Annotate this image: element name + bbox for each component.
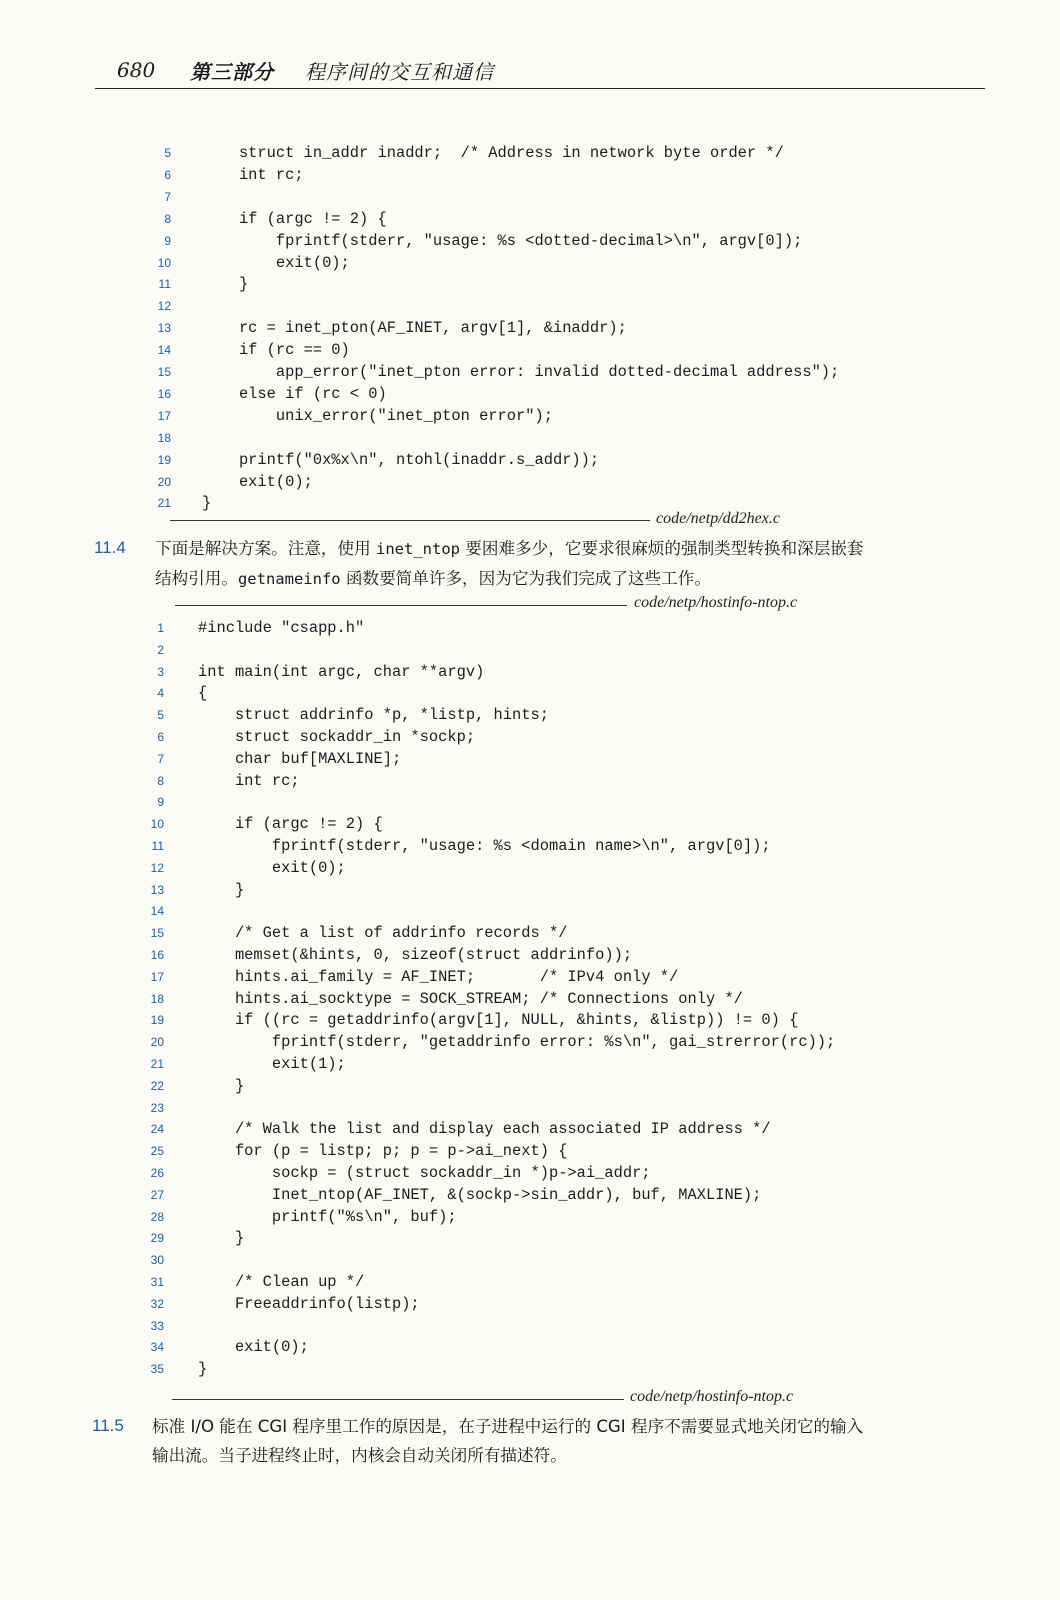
code-line <box>0 427 1060 449</box>
page-header <box>95 52 985 89</box>
code-text: fprintf(stderr, "usage: %s <dotted-decimal>\n", argv[0]); <box>202 231 803 250</box>
line-number: 1 <box>157 621 164 635</box>
code-text: exit(1); <box>198 1055 346 1073</box>
code-line <box>0 1336 1060 1358</box>
code-text: } <box>198 880 245 899</box>
answer-11-5-line-1: 标准 I/O 能在 CGI 程序里工作的原因是，在子进程中运行的 CGI 程序不需要显式地关闭它的输入 <box>152 1417 864 1436</box>
code-text: hints.ai_family = AF_INET; /* IPv4 only */ <box>198 967 679 986</box>
code-text: struct addrinfo *p, *listp, hints; <box>198 706 549 725</box>
code-term-inet-ntop: inet_ntop <box>376 540 460 558</box>
code-line <box>0 1184 1060 1206</box>
code-text: printf("0x%x\n", ntohl(inaddr.s_addr)); <box>202 450 600 469</box>
code-text: struct sockaddr_in *sockp; <box>198 728 476 746</box>
code-text: sockp = (struct sockaddr_in *)p->ai_addr; <box>198 1164 651 1182</box>
code-text: struct in_addr inaddr; /* Address in network byte order */ <box>202 144 784 162</box>
line-number: 7 <box>157 751 164 766</box>
code-line <box>0 1075 1060 1097</box>
code-line <box>0 1140 1060 1162</box>
code-line <box>0 1249 1060 1271</box>
code-line <box>0 295 1060 317</box>
code-line <box>0 1097 1060 1119</box>
line-number: 9 <box>157 795 164 810</box>
code-line <box>0 1293 1060 1315</box>
line-number: 14 <box>150 904 164 919</box>
answer-number-11-5: 11.5 <box>92 1416 124 1435</box>
line-number: 17 <box>150 969 164 984</box>
line-number: 15 <box>157 365 171 379</box>
code-line <box>0 988 1060 1010</box>
code-text: char buf[MAXLINE]; <box>198 749 402 768</box>
code-line <box>0 383 1060 405</box>
code-line <box>0 230 1060 252</box>
code-text: } <box>198 1229 245 1248</box>
answer-11-4-line-1: 下面是解决方案。注意，使用 inet_ntop 要困难多少，它要求很麻烦的强制类型转换和深层嵌套 <box>155 539 864 558</box>
line-number: 24 <box>150 1122 164 1137</box>
line-number: 8 <box>157 773 164 788</box>
code-text: if (rc == 0) <box>202 341 350 360</box>
line-number: 13 <box>157 321 171 336</box>
answer-11-5-text <box>152 1412 1002 1470</box>
line-number: 26 <box>150 1166 164 1180</box>
code-line <box>0 748 1060 770</box>
code-filename-hostinfo-bottom: code/netp/hostinfo-ntop.c <box>630 1388 794 1405</box>
code-line <box>0 1271 1060 1293</box>
code-text: exit(0); <box>202 472 313 491</box>
code-line <box>0 682 1060 704</box>
answer-11-5-line-2: 输出流。当子进程终止时，内核会自动关闭所有描述符。 <box>152 1446 567 1465</box>
code-text: unix_error("inet_pton error"); <box>202 406 553 425</box>
line-number: 16 <box>157 386 171 401</box>
line-number: 9 <box>164 233 171 248</box>
line-number: 12 <box>157 299 171 314</box>
code-filename-dd2hex: code/netp/dd2hex.c <box>656 510 780 527</box>
code-line <box>0 273 1060 295</box>
line-number: 18 <box>150 991 164 1006</box>
chapter-title: 程序间的交互和通信 <box>305 60 494 84</box>
line-number: 29 <box>150 1231 164 1246</box>
code-line <box>0 317 1060 339</box>
code-text: if ((rc = getaddrinfo(argv[1], NULL, &hints, &listp)) != 0) { <box>198 1011 799 1030</box>
line-number: 19 <box>157 452 171 467</box>
line-number: 14 <box>157 343 171 358</box>
line-number: 30 <box>150 1253 164 1268</box>
code-line <box>0 1358 1060 1380</box>
code-line <box>0 791 1060 813</box>
code-line <box>0 726 1060 748</box>
line-number: 12 <box>150 860 164 875</box>
line-number: 8 <box>164 211 171 226</box>
code-line <box>0 1315 1060 1337</box>
line-number: 17 <box>157 408 171 423</box>
code-line <box>0 857 1060 879</box>
code-text: /* Get a list of addrinfo records */ <box>198 924 568 943</box>
answer-11-4-line-2: 结构引用。getnameinfo 函数要简单许多，因为它为我们完成了这些工作。 <box>155 569 711 588</box>
code-text: /* Walk the list and display each associated IP address */ <box>198 1120 771 1139</box>
code-line <box>0 208 1060 230</box>
code-text: } <box>198 1360 208 1379</box>
code-text: int rc; <box>202 165 304 184</box>
code-text: } <box>202 494 212 513</box>
code-text: exit(0); <box>198 1338 309 1357</box>
code-line <box>0 617 1060 639</box>
line-number: 20 <box>150 1035 164 1050</box>
code-end-rule-2 <box>172 1399 624 1400</box>
code-term-getnameinfo: getnameinfo <box>237 570 341 588</box>
code-line <box>0 922 1060 944</box>
code-text: Freeaddrinfo(listp); <box>198 1294 420 1313</box>
code-text: exit(0); <box>198 858 346 877</box>
line-number: 20 <box>157 474 171 489</box>
code-text: for (p = listp; p; p = p->ai_next) { <box>198 1142 568 1161</box>
code-line <box>0 471 1060 493</box>
code-line <box>0 704 1060 726</box>
code-line <box>0 1009 1060 1031</box>
code-line <box>0 1031 1060 1053</box>
line-number: 3 <box>157 664 164 679</box>
code-text: else if (rc < 0) <box>202 384 387 403</box>
line-number: 6 <box>164 167 171 182</box>
code-line <box>0 492 1060 514</box>
line-number: 19 <box>150 1013 164 1028</box>
line-number: 15 <box>150 926 164 941</box>
code-line <box>0 813 1060 835</box>
line-number: 21 <box>150 1057 164 1071</box>
line-number: 23 <box>150 1100 164 1115</box>
code-line <box>0 361 1060 383</box>
code-filename-hostinfo-top: code/netp/hostinfo-ntop.c <box>634 594 798 611</box>
code-text: memset(&hints, 0, sizeof(struct addrinfo)); <box>198 946 633 964</box>
line-number: 5 <box>164 146 171 160</box>
line-number: 7 <box>164 189 171 204</box>
line-number: 27 <box>150 1187 164 1202</box>
part-title: 第三部分 <box>190 60 274 84</box>
line-number: 31 <box>150 1275 164 1289</box>
code-line <box>0 1118 1060 1140</box>
code-line <box>0 944 1060 966</box>
code-text: int main(int argc, char **argv) <box>198 662 485 681</box>
code-text: } <box>202 275 249 294</box>
code-line <box>0 661 1060 683</box>
code-line <box>0 966 1060 988</box>
code-line <box>0 339 1060 361</box>
line-number: 22 <box>150 1078 164 1093</box>
code-line <box>0 142 1060 164</box>
code-text: } <box>198 1076 245 1095</box>
code-text: fprintf(stderr, "usage: %s <domain name>\n", argv[0]); <box>198 837 771 855</box>
line-number: 10 <box>157 255 171 270</box>
code-line <box>0 1206 1060 1228</box>
code-text: hints.ai_socktype = SOCK_STREAM; /* Connections only */ <box>198 989 743 1008</box>
line-number: 10 <box>150 817 164 832</box>
line-number: 6 <box>157 730 164 744</box>
line-number: 2 <box>157 642 164 657</box>
code-line <box>0 405 1060 427</box>
code-text: printf("%s\n", buf); <box>198 1207 457 1226</box>
code-text: Inet_ntop(AF_INET, &(sockp->sin_addr), buf, MAXLINE); <box>198 1185 762 1204</box>
line-number: 28 <box>150 1209 164 1224</box>
code-line <box>0 835 1060 857</box>
code-text: int rc; <box>198 771 300 790</box>
code-line <box>0 252 1060 274</box>
code-text: if (argc != 2) { <box>202 209 387 228</box>
line-number: 21 <box>157 496 171 511</box>
code-line <box>0 449 1060 471</box>
code-line <box>0 1162 1060 1184</box>
code-line <box>0 1227 1060 1249</box>
answer-number-11-4: 11.4 <box>94 538 126 557</box>
code-line <box>0 879 1060 901</box>
code-line <box>0 639 1060 661</box>
code-text: { <box>198 684 208 703</box>
line-number: 5 <box>157 708 164 723</box>
line-number: 33 <box>150 1318 164 1333</box>
code-text: rc = inet_pton(AF_INET, argv[1], &inaddr); <box>202 319 627 338</box>
line-number: 13 <box>150 882 164 897</box>
code-line <box>0 900 1060 922</box>
code-line <box>0 186 1060 208</box>
code-start-rule <box>175 605 627 606</box>
line-number: 34 <box>150 1340 164 1355</box>
code-end-rule <box>170 520 650 521</box>
line-number: 16 <box>150 948 164 962</box>
answer-11-4-text <box>155 534 995 594</box>
code-text: #include "csapp.h" <box>198 619 365 637</box>
code-text: exit(0); <box>202 253 350 272</box>
line-number: 11 <box>151 839 164 853</box>
code-line <box>0 770 1060 792</box>
code-line <box>0 1053 1060 1075</box>
line-number: 35 <box>150 1362 164 1377</box>
page-number: 680 <box>117 58 156 82</box>
line-number: 32 <box>150 1296 164 1311</box>
code-text: app_error("inet_pton error: invalid dotted-decimal address"); <box>202 363 840 381</box>
line-number: 25 <box>150 1144 164 1159</box>
line-number: 18 <box>157 430 171 445</box>
code-text: fprintf(stderr, "getaddrinfo error: %s\n", gai_strerror(rc)); <box>198 1033 836 1052</box>
code-line <box>0 164 1060 186</box>
line-number: 11 <box>158 277 171 292</box>
line-number: 4 <box>157 686 164 701</box>
code-text: if (argc != 2) { <box>198 815 383 834</box>
code-text: /* Clean up */ <box>198 1273 365 1291</box>
